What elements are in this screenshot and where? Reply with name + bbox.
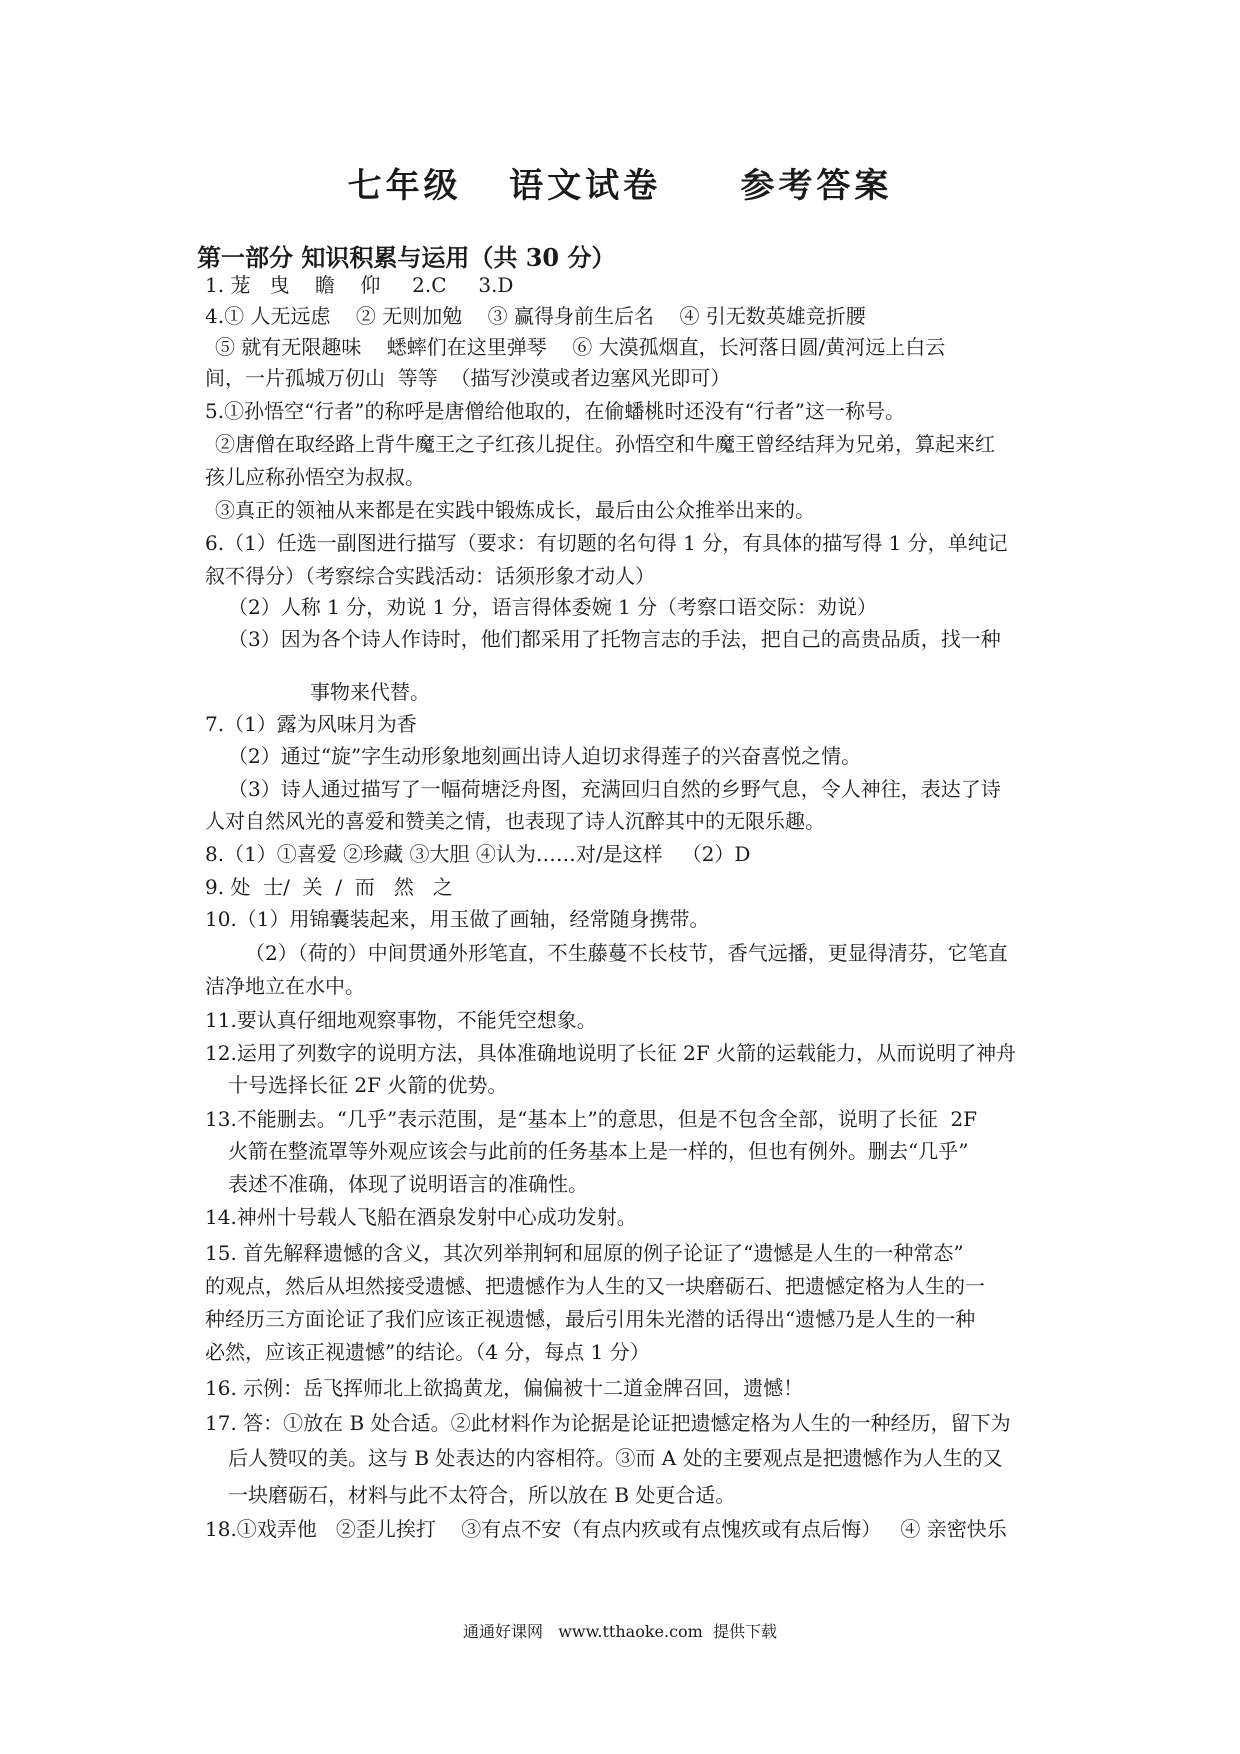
- answer-line-17: 17. 答：①放在 B 处合适。②此材料作为论据是论证把遗憾定格为人生的一种经历，留下为: [205, 1411, 1011, 1435]
- answer-line-10-cont: （2）（荷的）中间贯通外形笔直，不生藤蔓不长枝节，香气远播，更显得清芬，它笔直: [245, 941, 1008, 965]
- answer-line-7-cont: （3）诗人通过描写了一幅荷塘泛舟图，充满回归自然的乡野气息，令人神往，表达了诗: [228, 777, 1001, 801]
- answer-line-13-cont: 火箭在整流罩等外观应该会与此前的任务基本上是一样的，但也有例外。删去“几乎”: [228, 1139, 969, 1163]
- answer-line-15-cont: 必然，应该正视遗憾”的结论。（4 分，每点 1 分）: [205, 1340, 650, 1364]
- answer-line-12-cont: 十号选择长征 2F 火箭的优势。: [228, 1073, 508, 1097]
- answer-line-10-cont: 洁净地立在水中。: [205, 974, 365, 998]
- answer-line-5: 5.①孙悟空“行者”的称呼是唐僧给他取的，在偷蟠桃时还没有“行者”这一称号。: [205, 399, 905, 423]
- answer-line-11: 11.要认真仔细地观察事物，不能凭空想象。: [205, 1008, 597, 1032]
- answer-line-6-cont: （2）人称 1 分，劝说 1 分，语言得体委婉 1 分（考察口语交际：劝说）: [228, 595, 878, 619]
- answer-line-1: 1. 茏 曳 瞻 仰 2.C 3.D: [205, 273, 514, 297]
- answer-line-8: 8.（1）①喜爱 ②珍藏 ③大胆 ④认为……对/是这样 （2）D: [205, 842, 751, 866]
- answer-line-10: 10.（1）用锦囊装起来，用玉做了画轴，经常随身携带。: [205, 907, 710, 931]
- answer-line-6-cont: （3）因为各个诗人作诗时，他们都采用了托物言志的手法，把自己的高贵品质，找一种: [228, 627, 1001, 651]
- answer-line-5-cont: ③真正的领袖从来都是在实践中锻炼成长，最后由公众推举出来的。: [215, 498, 815, 522]
- answer-line-15-cont: 种经历三方面论证了我们应该正视遗憾，最后引用朱光潜的话得出“遗憾乃是人生的一种: [205, 1307, 976, 1331]
- answer-line-5-cont: 孩儿应称孙悟空为叔叔。: [205, 465, 425, 489]
- answer-line-4: 4.① 人无远虑 ② 无则加勉 ③ 赢得身前生后名 ④ 引无数英雄竞折腰: [205, 304, 866, 328]
- answer-line-7-cont: （2）通过“旋”字生动形象地刻画出诗人迫切求得莲子的兴奋喜悦之情。: [228, 744, 862, 768]
- page-title: 七年级 语文试卷 参考答案: [347, 166, 893, 206]
- answer-line-6-cont: 事物来代替。: [310, 680, 430, 704]
- section-1-header: 第一部分 知识积累与运用（共 30 分）: [197, 243, 616, 272]
- answer-line-4-cont: 间，一片孤城万仞山 等等 （描写沙漠或者边塞风光即可）: [205, 366, 731, 390]
- answer-line-9: 9. 处 士/ 关 / 而 然 之: [205, 875, 453, 899]
- answer-line-6-cont: 叙不得分）（考察综合实践活动：话须形象才动人）: [205, 564, 655, 588]
- answer-line-18: 18.①戏弄他 ②歪儿挨打 ③有点不安（有点内疚或有点愧疚或有点后悔） ④ 亲密快乐: [205, 1517, 1007, 1541]
- answer-line-17-cont: 一块磨砺石，材料与此不太符合，所以放在 B 处更合适。: [228, 1483, 736, 1507]
- answer-line-13-cont: 表述不准确，体现了说明语言的准确性。: [228, 1172, 588, 1196]
- footer-source: 通通好课网 www.tthaoke.com 提供下载: [462, 1622, 778, 1641]
- answer-line-5-cont: ②唐僧在取经路上背牛魔王之子红孩儿捉住。孙悟空和牛魔王曾经结拜为兄弟，算起来红: [215, 432, 995, 456]
- answer-line-12: 12.运用了列数字的说明方法，具体准确地说明了长征 2F 火箭的运载能力，从而说明了神舟: [205, 1041, 1017, 1065]
- answer-line-7: 7.（1）露为风味月为香: [205, 712, 417, 736]
- answer-line-7-cont: 人对自然风光的喜爱和赞美之情，也表现了诗人沉醉其中的无限乐趣。: [205, 809, 825, 833]
- answer-line-15: 15. 首先解释遗憾的含义，其次列举荆轲和屈原的例子论证了“遗憾是人生的一种常态”: [205, 1241, 964, 1265]
- answer-line-13: 13.不能删去。“几乎”表示范围，是“基本上”的意思，但是不包含全部，说明了长征 2F: [205, 1107, 978, 1131]
- answer-line-14: 14.神州十号载人飞船在酒泉发射中心成功发射。: [205, 1205, 637, 1229]
- answer-line-16: 16. 示例：岳飞挥师北上欲捣黄龙，偏偏被十二道金牌召回，遗憾！: [205, 1376, 804, 1400]
- answer-line-6: 6.（1）任选一副图进行描写（要求：有切题的名句得 1 分，有具体的描写得 1 分，单纯记: [205, 531, 1008, 555]
- answer-line-4-cont: ⑤ 就有无限趣味 蟋蟀们在这里弹琴 ⑥ 大漠孤烟直，长河落日圆/黄河远上白云: [215, 335, 946, 359]
- answer-line-15-cont: 的观点，然后从坦然接受遗憾、把遗憾作为人生的又一块磨砺石、把遗憾定格为人生的一: [205, 1274, 985, 1298]
- answer-line-17-cont: 后人赞叹的美。这与 B 处表达的内容相符。③而 A 处的主要观点是把遗憾作为人生的又: [228, 1446, 1003, 1470]
